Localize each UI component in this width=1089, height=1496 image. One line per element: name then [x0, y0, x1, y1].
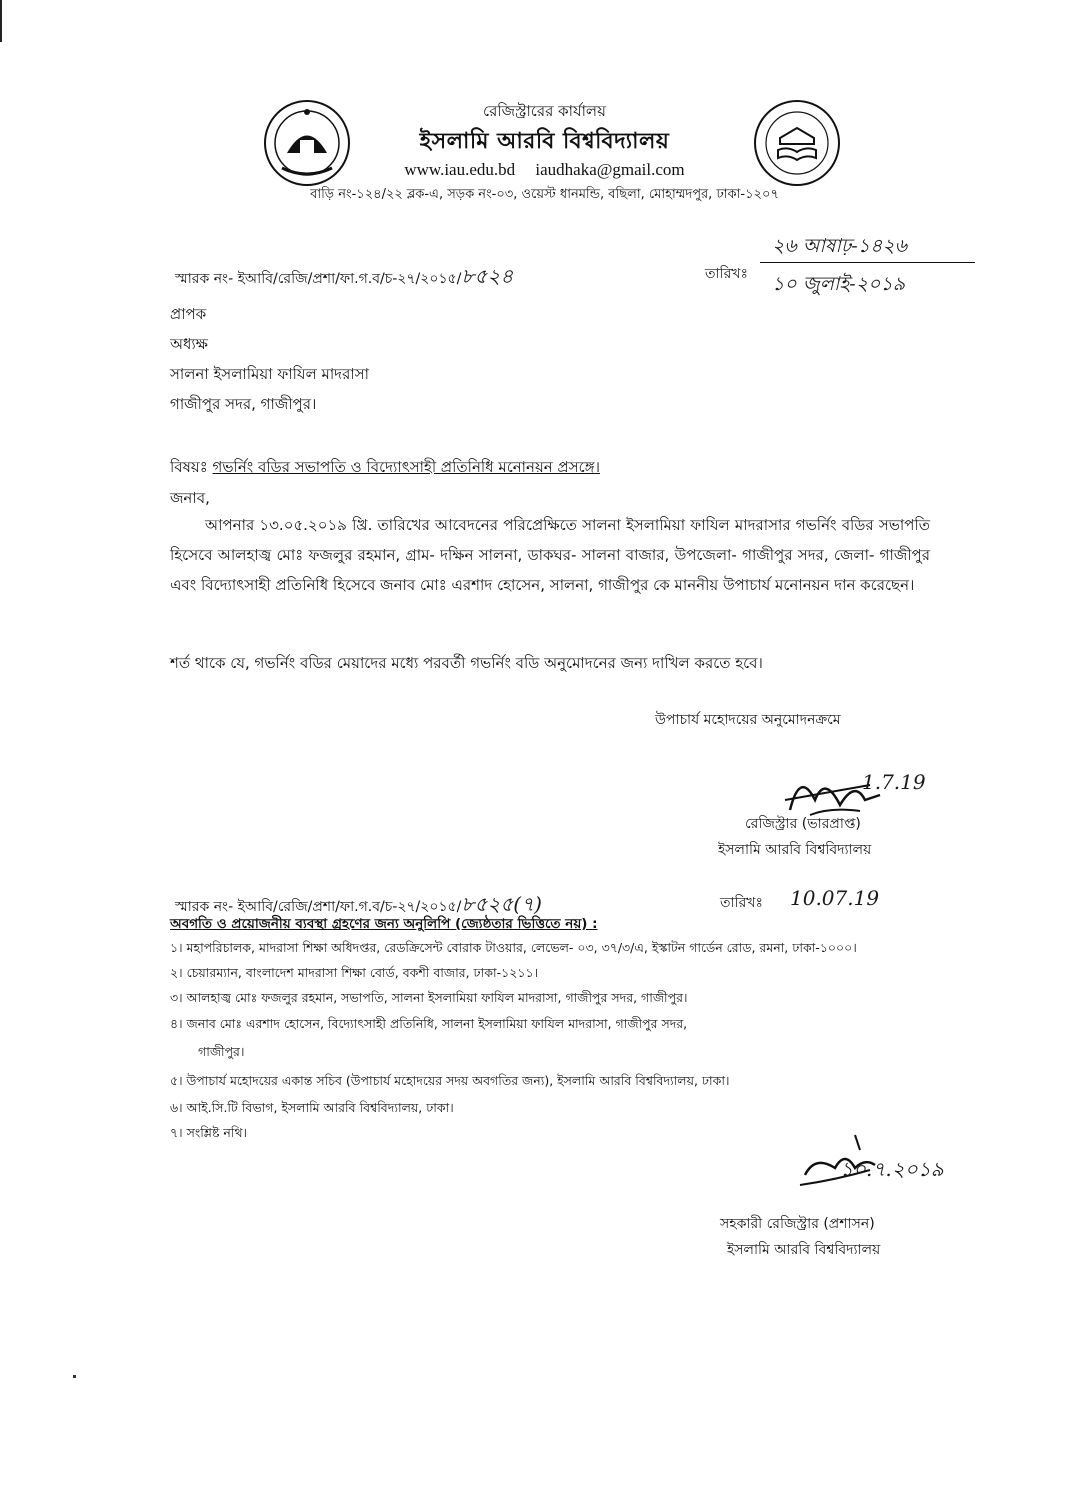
- date-english: ১০ জুলাই-২০১৯: [772, 273, 906, 295]
- subject-line: [170, 456, 600, 481]
- condition-text: শর্ত থাকে যে, গভর্নিং বডির মেয়াদের মধ্যে পরবর্তী গভর্নিং বডি অনুমোদনের জন্য দাখিল করতে হবে।: [170, 654, 763, 672]
- signatory-title: সহকারী রেজিস্ট্রার (প্রশাসন): [720, 1216, 875, 1232]
- university-name: ইসলামি আরবি বিশ্ববিদ্যালয়: [419, 129, 670, 154]
- scan-speck: [73, 1375, 76, 1378]
- memo-ref-number: ৮৫২৪: [461, 264, 514, 288]
- contact-line: [0, 160, 1089, 180]
- subject-text: গভর্নিং বডির সভাপতি ও বিদ্যোৎসাহী প্রতিনিধি মনোনয়ন প্রসঙ্গে।: [212, 458, 600, 476]
- scan-edge-mark: [0, 0, 2, 42]
- recipient-line: প্রাপক: [170, 305, 207, 323]
- address-line: বাড়ি নং-১২৪/২২ ব্লক-এ, সড়ক নং-০৩, ওয়েস্ট ধানমন্ডি, বছিলা, মোহাম্মদপুর, ঢাকা-১২০৭: [310, 187, 779, 202]
- email-link[interactable]: iaudhaka@gmail.com: [535, 160, 685, 179]
- copy-item: ১। মহাপরিচালক, মাদরাসা শিক্ষা অধিদপ্তর, রেডক্রিসেন্ট বোরাক টাওয়ার, লেভেল- ০৩, ৩৭/৩/এ, ইস্কাটন গার্ডেন রোড, রমনা, ঢাকা-১০০০।: [170, 940, 857, 955]
- copy-ref-number: ৮৫২৫(৭): [461, 892, 542, 916]
- signatory-title: রেজিস্ট্রার (ভারপ্রাপ্ত): [745, 816, 861, 832]
- subject-label: বিষয়ঃ: [170, 458, 208, 476]
- copy-item: ৭। সংশ্লিষ্ট নথি।: [170, 1125, 248, 1140]
- recipient-line: অধ্যক্ষ: [170, 335, 208, 353]
- copy-heading: অবগতি ও প্রয়োজনীয় ব্যবস্থা গ্রহণের জন্য অনুলিপি (জ্যেষ্ঠতার ভিত্তিতে নয়) :: [170, 916, 598, 932]
- recipient-line: গাজীপুর সদর, গাজীপুর।: [170, 395, 317, 413]
- approval-note: উপাচার্য মহোদয়ের অনুমোদনক্রমে: [655, 712, 841, 728]
- signature-date: ১০.৭.২০১৯: [840, 1157, 944, 1181]
- date-label: তারিখঃ: [705, 266, 748, 282]
- body-paragraph: আপনার ১৩.০৫.২০১৯ খ্রি. তারিখের আবেদনের পরিপ্রেক্ষিতে সালনা ইসলামিয়া ফাযিল মাদরাসার গভর্নিং বডির সভাপতি হিসেবে আলহাজ্ব মোঃ ফজলুর রহমান, গ্রাম- দক্ষিন সালনা, ডাকঘর- সালনা বাজার, উপজেলা- গাজীপুর সদর, জেলা- গাজীপুর এবং বিদ্যোৎসাহী প্রতিনিধি হিসেবে জনাব মোঃ এরশাদ হোসেন, সালনা, গাজীপুর কে মাননীয় উপাচার্য মনোনয়ন দান করেছেন।: [170, 516, 930, 594]
- salutation: জনাব,: [170, 489, 210, 507]
- date-divider: [760, 262, 975, 263]
- copy-ref-label: স্মারক নং- ইআবি/রেজি/প্রশা/ফা.গ.ব/চ-২৭/২০১৫/: [175, 899, 462, 915]
- signatory-institution: ইসলামি আরবি বিশ্ববিদ্যালয়: [718, 842, 872, 858]
- copy-item: ৫। উপাচার্য মহোদয়ের একান্ত সচিব (উপাচার্য মহোদয়ের সদয় অবগতির জন্য), ইসলামি আরবি বিশ্ববিদ্যালয়, ঢাকা।: [170, 1073, 730, 1088]
- date-bangla: ২৬ আষাঢ়-১৪২৬: [772, 235, 908, 257]
- signatory-institution: ইসলামি আরবি বিশ্ববিদ্যালয়: [727, 1242, 881, 1258]
- signature-date: 1.7.19: [862, 770, 926, 794]
- registrar-office-heading: রেজিস্ট্রারের কার্যালয়: [483, 102, 606, 120]
- copy-date: 10.07.19: [790, 886, 880, 910]
- website-link[interactable]: www.iau.edu.bd: [404, 160, 516, 179]
- copy-item-continuation: গাজীপুর।: [198, 1044, 245, 1059]
- memo-reference: [175, 262, 513, 295]
- copy-item: ৪। জনাব মোঃ এরশাদ হোসেন, বিদ্যোৎসাহী প্রতিনিধি, সালনা ইসলামিয়া ফাযিল মাদরাসা, গাজীপুর সদর,: [170, 1016, 688, 1031]
- copy-item: ২। চেয়ারম্যান, বাংলাদেশ মাদরাসা শিক্ষা বোর্ড, বকশী বাজার, ঢাকা-১২১১।: [170, 965, 539, 980]
- recipient-line: সালনা ইসলামিয়া ফাযিল মাদরাসা: [170, 365, 369, 383]
- copy-item: ৬। আই.সি.টি বিভাগ, ইসলামি আরবি বিশ্ববিদ্যালয়, ঢাকা।: [170, 1100, 454, 1115]
- copy-item: ৩। আলহাজ্ব মোঃ ফজলুর রহমান, সভাপতি, সালনা ইসলামিয়া ফাযিল মাদরাসা, গাজীপুর সদর, গাজীপুর।: [170, 990, 688, 1005]
- copy-date-label: তারিখঃ: [720, 895, 763, 911]
- memo-ref-label: স্মারক নং- ইআবি/রেজি/প্রশা/ফা.গ.ব/চ-২৭/২০১৫/: [175, 271, 462, 287]
